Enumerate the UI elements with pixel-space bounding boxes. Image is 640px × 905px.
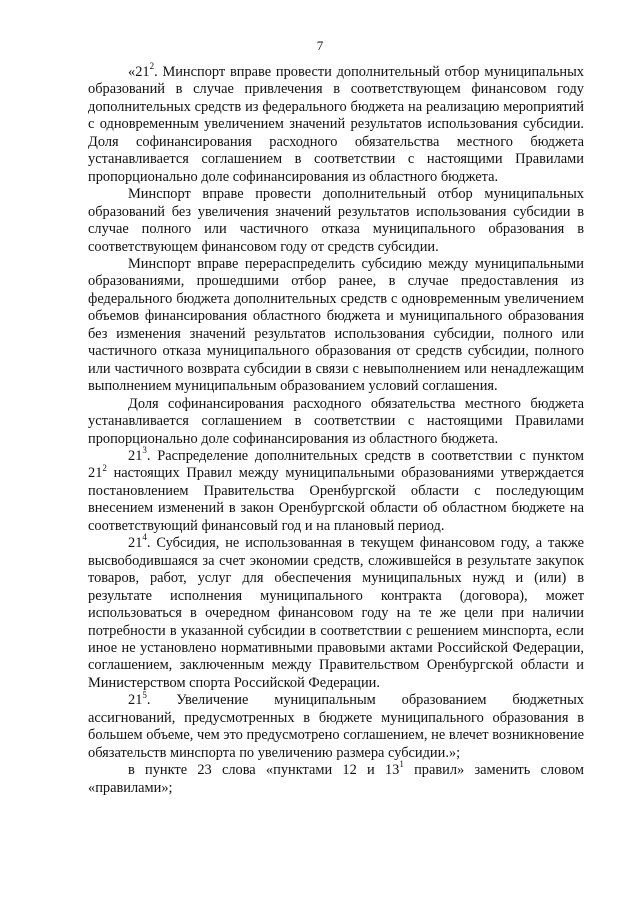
- clause-superscript: 4: [142, 532, 147, 543]
- paragraph-text: . Распределение дополнительных средств в соответствии с пунктом 21: [88, 447, 584, 482]
- paragraph-text: . Субсидия, не использованная в текущем финансовом году, а также высвободившаяся за счет экономии средств, сложившейся в результате закупок товаров, работ, услуг для обеспечения муниципальных нужд и (или) в результате исполнения муниципального контракта (договора), может использоваться в очередном финансовом году на те же цели при наличии потребности в указанной субсидии в соответствии с решением минспорта, если иное не установлено нормативными правовыми актами Российской Федерации, соглашением, заключенным между Правительством Оренбургской области и Министерством спорта Российской Федерации.: [88, 535, 584, 691]
- paragraph-text-continued: правил» заменить словом «правилами»;: [88, 762, 584, 796]
- clause-superscript: 2: [149, 61, 155, 72]
- paragraph-text: Доля софинансирования расходного обязательства местного бюджета устанавливается соглашением в соответствии с настоящими Правилами пропорционально доле софинансирования из областного бюджета.: [88, 395, 584, 447]
- paragraph-amendment: [88, 759, 584, 797]
- reference-superscript: 2: [102, 462, 107, 473]
- clause-superscript: 5: [142, 689, 147, 700]
- reference-superscript: 1: [399, 759, 404, 770]
- paragraph: [88, 186, 584, 256]
- paragraph: [88, 256, 584, 396]
- paragraph-21-2: [88, 61, 584, 186]
- paragraph: [88, 396, 584, 448]
- clause-number: 21: [128, 535, 143, 552]
- paragraph-text: . Минспорт вправе провести дополнительный отбор муниципальных образований в случае привлечения в соответствующем финансовом году дополнительных средств из федерального бюджета на реализацию мероприятий с одновременным увеличением значений результатов использования субсидии. Доля софинансирования расходного обязательства местного бюджета устанавливается соглашением в соответствии с настоящими Правилами пропорционально доле софинансирования из областного бюджета.: [88, 64, 584, 185]
- paragraph-text-continued: настоящих Правил между муниципальными образованиями утверждается постановлением Правительства Оренбургской области с последующим внесением изменений в закон Оренбургской области об областном бюджете на соответствующий финансовый год и на плановый период.: [88, 465, 584, 534]
- paragraph-text: Минспорт вправе провести дополнительный отбор муниципальных образований без увеличения значений результатов использования субсидии в случае полного или частичного отказа муниципального образования в соответствующем финансовом году от средств субсидии.: [88, 186, 584, 255]
- paragraph-21-4: [88, 532, 584, 692]
- clause-superscript: 3: [142, 445, 147, 456]
- paragraph-text: . Увеличение муниципальным образованием бюджетных ассигнований, предусмотренных в бюджете муниципального образования в большем объеме, чем это предусмотрено соглашением, не влечет возникновение обязательств минспорта по увеличению размера субсидии.»;: [88, 692, 584, 761]
- paragraph-text: в пункте 23 слова «пунктами 12 и 13: [128, 762, 400, 779]
- page-number: 7: [316, 38, 324, 53]
- paragraph-21-5: [88, 689, 584, 762]
- clause-number: 21: [128, 692, 143, 709]
- document-body: [88, 61, 584, 797]
- clause-number: «21: [128, 64, 150, 80]
- paragraph-text: Минспорт вправе перераспределить субсидию между муниципальными образованиями, прошедшими отбор ранее, в случае предоставления из федерального бюджета дополнительных средств с одновременным увеличением объемов финансирования областного бюджета и муниципального образования без изменения значений результатов использования субсидии, полного или частичного отказа муниципального образования от средств субсидии, полного или частичного возврата субсидии в связи с невыполнением или ненадлежащим выполнением муниципальным образованием условий соглашения.: [88, 255, 584, 395]
- paragraph-21-3: [88, 445, 584, 535]
- clause-number: 21: [128, 447, 143, 464]
